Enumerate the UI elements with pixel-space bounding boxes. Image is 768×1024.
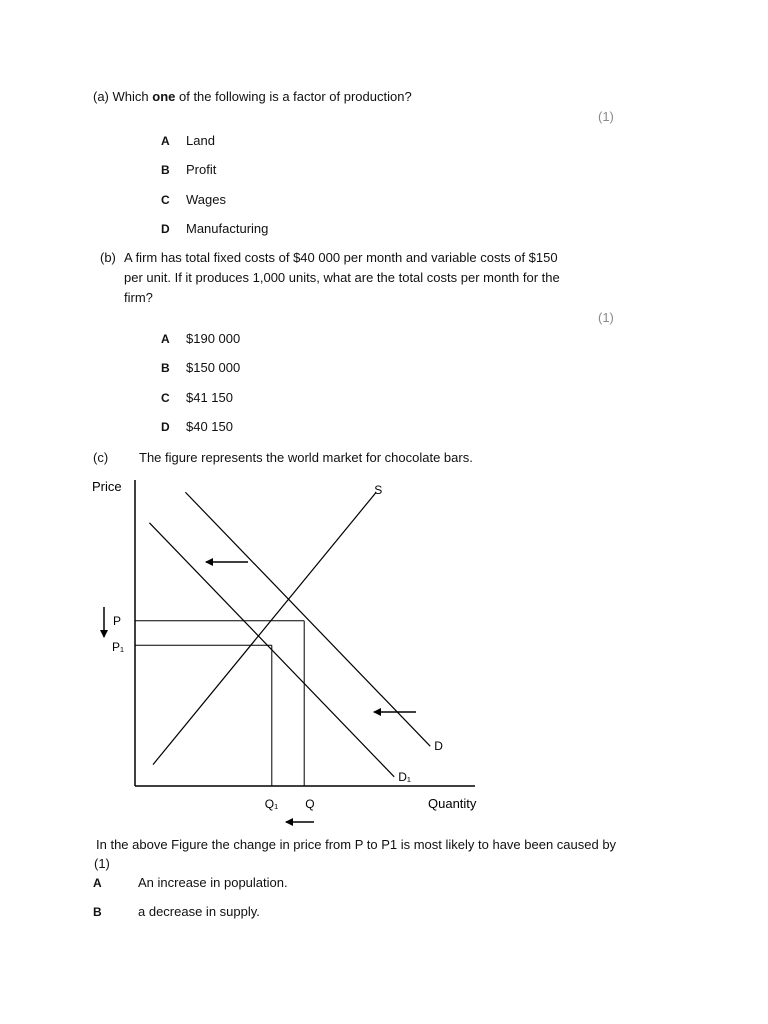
option-a-a-text: Land — [186, 133, 215, 148]
question-a — [93, 89, 412, 105]
option-b-c-letter: C — [161, 391, 170, 405]
option-a-b-letter: B — [161, 163, 170, 177]
option-c-b-text: a decrease in supply. — [138, 904, 260, 919]
question-a-mark: (1) — [598, 109, 614, 124]
quantity-q1-label: Q₁ — [264, 797, 279, 811]
question-a-text-bold: one — [152, 89, 176, 104]
option-b-d-letter: D — [161, 420, 170, 434]
option-b-a-text: $190 000 — [186, 331, 241, 346]
option-a-a-letter: A — [161, 134, 170, 148]
question-b-text: A firm has total fixed costs of $40 000 per month and variable costs of $150 per unit. If it produces 1,000 units, what are the total costs per month for the firm? — [124, 250, 560, 305]
demand-d1-label: D₁ — [398, 769, 411, 784]
option-b-c-text: $41 150 — [186, 390, 233, 405]
question-c-prompt: In the above Figure the change in price from P to P1 is most likely to have been caused by — [96, 837, 617, 852]
option-b-d-text: $40 150 — [186, 419, 233, 434]
x-axis-label: Quantity — [428, 796, 477, 811]
question-c-mark: (1) — [94, 856, 110, 871]
option-b-b-letter: B — [161, 361, 170, 375]
question-a-text-post: of the following is a factor of production? — [175, 89, 412, 104]
option-b-b-text: $150 000 — [186, 360, 241, 375]
supply-demand-chart — [0, 470, 768, 830]
y-axis-label: Price — [92, 479, 122, 494]
question-a-text-pre: Which — [112, 89, 153, 104]
option-c-a-text: An increase in population. — [138, 875, 288, 890]
option-b-a-letter: A — [161, 332, 170, 346]
question-a-label: (a) — [93, 89, 109, 104]
option-a-b-text: Profit — [186, 162, 217, 177]
quantity-q-label: Q — [305, 797, 315, 811]
question-c-label: (c) — [93, 450, 109, 465]
price-p-label: P — [113, 613, 122, 628]
option-c-b-letter: B — [93, 905, 102, 919]
option-a-d-letter: D — [161, 222, 170, 236]
demand-label: D — [434, 739, 443, 754]
supply-label: S — [374, 483, 383, 498]
question-b-label: (b) — [100, 250, 116, 265]
price-p1-label: P₁ — [112, 640, 125, 655]
option-a-d-text: Manufacturing — [186, 221, 269, 236]
demand-line — [185, 492, 430, 746]
option-a-c-letter: C — [161, 193, 170, 207]
option-a-c-text: Wages — [186, 192, 226, 207]
question-c-text: The figure represents the world market for chocolate bars. — [139, 450, 473, 465]
option-c-a-letter: A — [93, 876, 102, 890]
question-b-mark: (1) — [598, 310, 614, 325]
